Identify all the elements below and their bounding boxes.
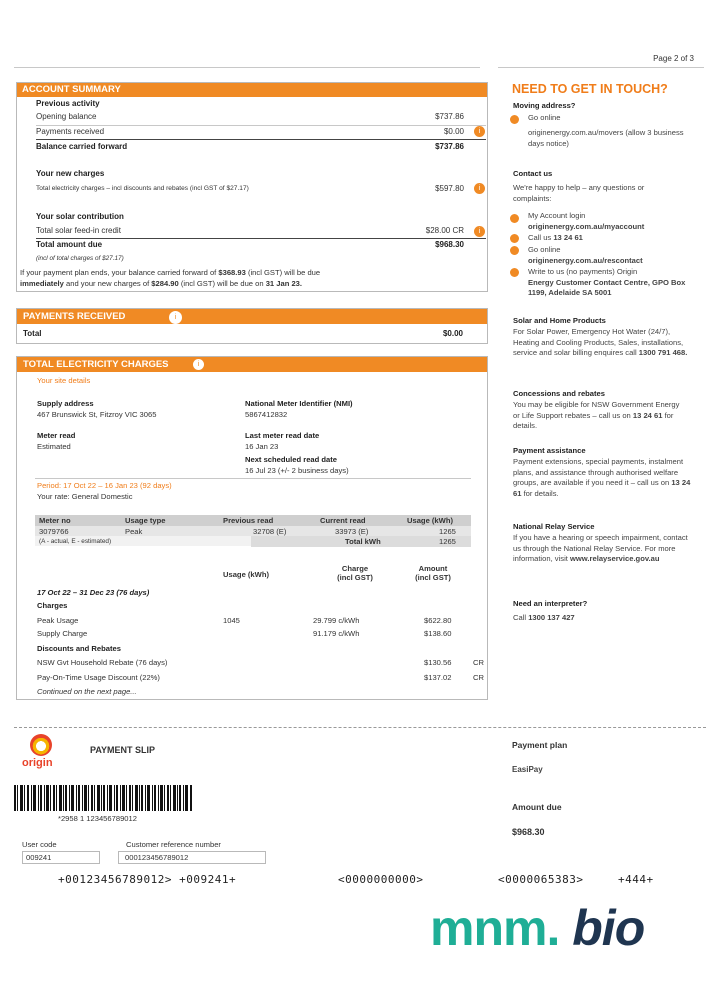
micr-line-1: +00123456789012> +009241+	[58, 873, 237, 886]
new-charges-label: Total electricity charges – incl discounts and rebates (incl GST of $27.17)	[36, 185, 249, 192]
supply-charge-rate: 91.179 c/kWh	[313, 629, 360, 638]
col-charge-header: Charge (incl GST)	[337, 564, 373, 582]
peak-usage-label: Peak Usage	[37, 616, 79, 625]
meter-cell: 33973 (E)	[335, 527, 369, 536]
payments-total-label: Total	[23, 329, 42, 338]
meter-col-header: Meter no	[39, 516, 71, 525]
write-text: Write to us (no payments) Origin	[528, 267, 638, 276]
concessions-text: You may be eligible for NSW Government Energy or Life Support rebates – call us on	[513, 400, 680, 420]
concessions-number[interactable]: 13 24 61	[632, 410, 663, 420]
peak-usage-rate: 29.799 c/kWh	[313, 616, 360, 625]
user-code-label: User code	[22, 840, 57, 849]
payment-slip-title: PAYMENT SLIP	[90, 745, 156, 755]
interpreter-heading: Need an interpreter?	[513, 599, 588, 608]
next-read-label: Next scheduled read date	[245, 455, 338, 464]
top-rule-right	[498, 67, 704, 68]
total-kwh-label: Total kWh	[345, 537, 381, 546]
amount-due-value: $968.30	[512, 827, 545, 837]
charges-heading: Charges	[37, 601, 68, 610]
pot-discount-cr: CR	[473, 673, 484, 682]
myaccount-label: My Account login	[528, 211, 586, 220]
electricity-title: TOTAL ELECTRICITY CHARGES	[17, 357, 487, 372]
write-address: Energy Customer Contact Centre, GPO Box 1199, Adelaide SA 5001	[528, 277, 686, 297]
next-read-value: 16 Jul 23 (+/- 2 business days)	[245, 466, 349, 475]
last-read-value: 16 Jan 23	[245, 442, 279, 451]
rebate-amount: $130.56	[424, 658, 452, 667]
rebate-cr: CR	[473, 658, 484, 667]
subperiod-heading: 17 Oct 22 – 31 Dec 23 (76 days)	[37, 588, 150, 597]
site-details-label: Your site details	[37, 376, 91, 385]
supply-charge-label: Supply Charge	[37, 629, 88, 638]
new-charges-value: $597.80	[435, 184, 464, 193]
info-icon[interactable]: i	[474, 183, 485, 194]
meter-cell: Peak	[125, 527, 143, 536]
assist-text: Payment extensions, special payments, instalment plans, and assistance through authorised welfare groups, are available if you need it – call us on	[513, 457, 684, 487]
info-icon[interactable]: i	[474, 126, 485, 137]
tear-line	[14, 727, 706, 728]
micr-line-2: <0000000000>	[338, 873, 424, 886]
nmi-value: 5867412832	[245, 410, 288, 419]
myaccount-link[interactable]: originenergy.com.au/myaccount	[528, 221, 645, 231]
relay-heading: National Relay Service	[513, 522, 595, 531]
payments-received-value: $0.00	[443, 127, 464, 136]
meter-col-header: Current read	[320, 516, 366, 525]
account-summary-section	[16, 82, 488, 292]
rebate-label: NSW Gvt Household Rebate (76 days)	[37, 658, 168, 667]
info-icon[interactable]: i	[169, 311, 182, 324]
payment-plan-note: If your payment plan ends, your balance carried forward of $368.93 (incl GST) will be due immediately and your new charges of $284.90 (incl GST) will be due on 31 Jan 23.	[20, 268, 321, 288]
continued-note: Continued on the next page...	[37, 687, 137, 696]
meter-col-header: Usage type	[125, 516, 166, 525]
interpreter-text: Call	[513, 613, 529, 622]
payments-total-value: $0.00	[442, 329, 463, 338]
go-online-2: Go online	[528, 245, 561, 254]
call-label: Call us	[528, 233, 554, 242]
payment-plan-value: EasiPay	[512, 765, 543, 774]
meter-cell: 1265	[439, 527, 456, 536]
globe-icon	[510, 246, 519, 255]
gst-note: (incl of total charges of $27.17)	[36, 255, 124, 262]
moving-heading: Moving address?	[513, 101, 576, 110]
meter-read-value: Estimated	[37, 442, 71, 451]
payments-received-section	[16, 308, 488, 344]
page-number: Page 2 of 3	[653, 54, 694, 63]
top-rule	[14, 67, 480, 68]
discounts-heading: Discounts and Rebates	[37, 644, 121, 653]
call-number[interactable]: 13 24 61	[553, 233, 583, 242]
opening-balance-value: $737.86	[435, 112, 464, 121]
movers-link[interactable]: originenergy.com.au/movers (allow 3 business days notice)	[528, 128, 684, 148]
col-usage-header: Usage (kWh)	[223, 570, 269, 579]
meter-table-note: (A - actual, E - estimated)	[39, 538, 112, 545]
peak-usage-kwh: 1045	[223, 616, 240, 625]
meter-table	[35, 515, 471, 553]
solar-products-heading: Solar and Home Products	[513, 316, 606, 325]
contact-heading: Contact us	[513, 169, 553, 178]
payments-received-title: PAYMENTS RECEIVED	[17, 309, 487, 324]
solar-heading: Your solar contribution	[36, 212, 124, 221]
go-online-label: Go online	[528, 113, 561, 122]
balance-forward-label: Balance carried forward	[36, 142, 128, 151]
relay-link[interactable]: www.relayservice.gov.au	[569, 554, 660, 563]
customer-ref-label: Customer reference number	[126, 840, 221, 849]
supply-address-value: 467 Brunswick St, Fitzroy VIC 3065	[37, 410, 157, 419]
last-read-label: Last meter read date	[245, 431, 320, 440]
rescontact-link[interactable]: originenergy.com.au/rescontact	[528, 255, 643, 265]
previous-activity-heading: Previous activity	[36, 99, 100, 108]
relay-text: If you have a hearing or speech impairment, contact us through the National Relay Service. For more information, visit	[513, 533, 688, 563]
pot-discount-amount: $137.02	[424, 673, 452, 682]
pencil-icon	[510, 268, 519, 277]
rate-name: Your rate: General Domestic	[37, 492, 133, 501]
concessions-heading: Concessions and rebates	[513, 389, 606, 398]
barcode-number: *2958 1 123456789012	[58, 814, 137, 823]
micr-line-4: +444+	[618, 873, 654, 886]
meter-read-label: Meter read	[37, 431, 76, 440]
info-icon[interactable]: i	[474, 226, 485, 237]
payments-received-label: Payments received	[36, 127, 105, 136]
customer-ref-field: 000123456789012	[118, 851, 266, 864]
contact-text: We're happy to help – any questions or complaints:	[513, 183, 645, 203]
meter-col-header: Usage (kWh)	[407, 516, 453, 525]
globe-icon	[510, 115, 519, 124]
meter-cell: 32708 (E)	[253, 527, 287, 536]
total-kwh-value: 1265	[439, 537, 456, 546]
solar-products-number[interactable]: 1300 791 468.	[638, 348, 688, 357]
supply-charge-amount: $138.60	[424, 629, 452, 638]
pot-discount-label: Pay-On-Time Usage Discount (22%)	[37, 673, 160, 682]
watermark: mnm. bio	[430, 900, 645, 956]
payment-plan-label: Payment plan	[512, 740, 568, 750]
contact-title: NEED TO GET IN TOUCH?	[512, 82, 668, 96]
solar-credit-label: Total solar feed-in credit	[36, 226, 121, 235]
supply-address-label: Supply address	[37, 399, 94, 408]
account-summary-title: ACCOUNT SUMMARY	[16, 82, 488, 97]
arrow-icon	[510, 214, 519, 223]
info-icon[interactable]: i	[193, 359, 204, 370]
origin-logo: origin	[22, 733, 60, 773]
solar-products-text: For Solar Power, Emergency Hot Water (24/7), Heating and Cooling Products, Sales, installations, service and solar billing enquires call	[513, 327, 684, 357]
peak-usage-amount: $622.80	[424, 616, 452, 625]
assist-heading: Payment assistance	[513, 446, 586, 455]
billing-period: Period: 17 Oct 22 – 16 Jan 23 (92 days)	[37, 481, 172, 490]
barcode	[14, 785, 194, 811]
balance-forward-value: $737.86	[435, 142, 464, 151]
amount-due-label: Amount due	[512, 802, 562, 812]
solar-credit-value: $28.00 CR	[425, 226, 464, 235]
interpreter-number[interactable]: 1300 137 427	[528, 613, 575, 622]
total-due-label: Total amount due	[36, 240, 103, 249]
col-amount-header: Amount (incl GST)	[415, 564, 451, 582]
electricity-section	[16, 356, 488, 700]
total-due-value: $968.30	[435, 240, 464, 249]
nmi-label: National Meter Identifier (NMI)	[245, 399, 353, 408]
user-code-field: 009241	[22, 851, 100, 864]
new-charges-heading: Your new charges	[36, 169, 105, 178]
assist-number[interactable]: 13 24 61	[513, 478, 691, 498]
opening-balance-label: Opening balance	[36, 112, 97, 121]
meter-cell: 3079766	[39, 527, 69, 536]
micr-line-3: <0000065383>	[498, 873, 584, 886]
meter-col-header: Previous read	[223, 516, 274, 525]
phone-icon	[510, 234, 519, 243]
